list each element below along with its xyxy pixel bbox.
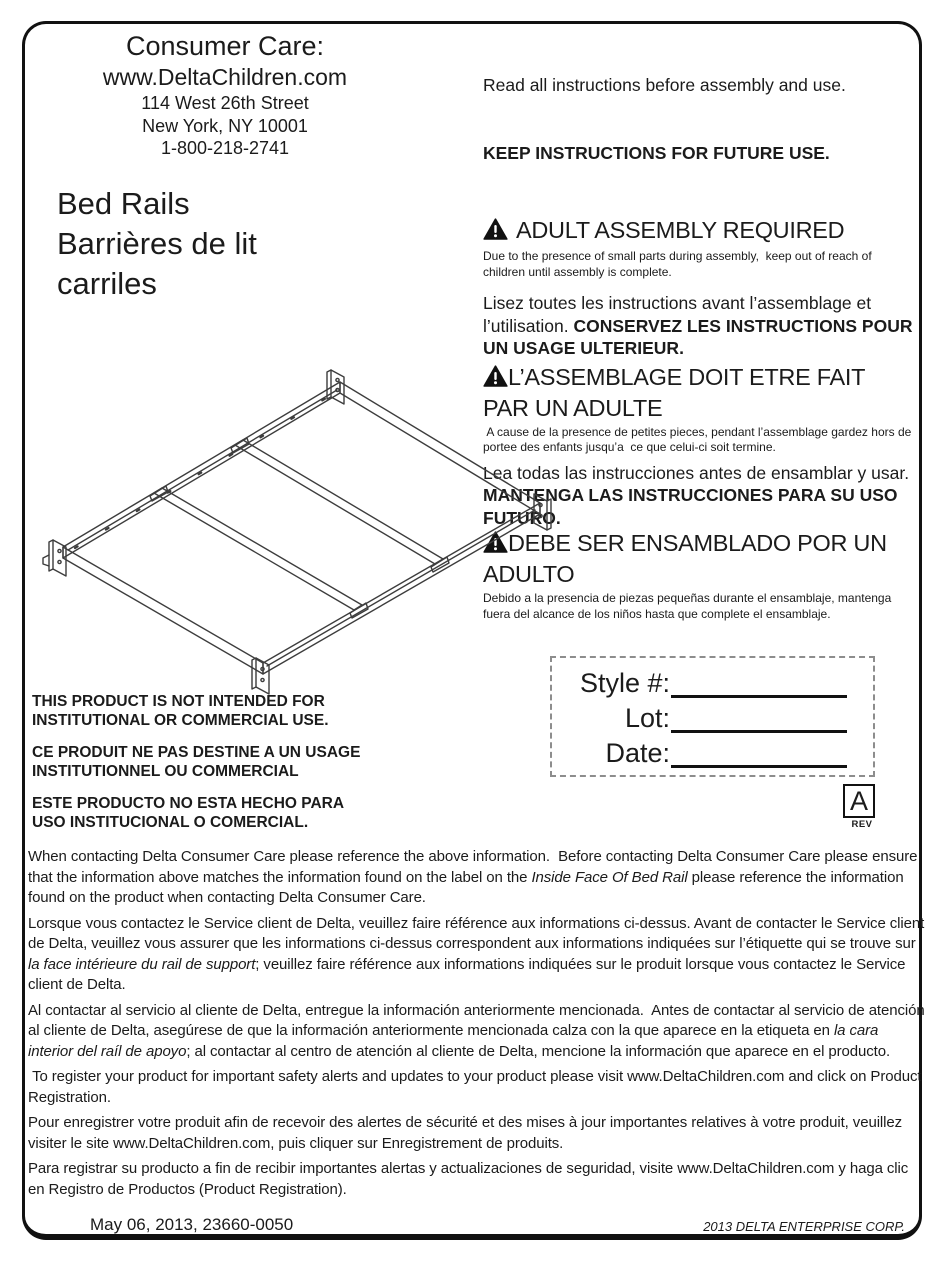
- product-title: [57, 184, 257, 304]
- french-intro-bold: CONSERVEZ LES INSTRUCTIONS POUR UN USAGE ULTERIEUR.: [483, 315, 918, 358]
- paragraph-text: Para registrar su producto a fin de recibir importantes alertas y actualizaciones de seguridad, visite www.DeltaChildren.com y haga clic en Registro de Productos (Product Registration).: [28, 1160, 913, 1198]
- paragraph-italic-text: la face intérieure du rail de support: [28, 955, 256, 973]
- notice-english-line1: THIS PRODUCT IS NOT INTENDED FOR: [32, 693, 325, 710]
- paragraph-register-fr: [28, 1113, 925, 1154]
- french-intro: [483, 292, 918, 360]
- warning-icon: [483, 218, 508, 247]
- spanish-headline-text: DEBE SER ENSAMBLADO POR UN ADULTO: [483, 530, 887, 587]
- notice-spanish: [32, 794, 462, 832]
- paragraph-italic-text: la cara interior del raíl de apoyo: [28, 1022, 883, 1060]
- paragraph-contact-fr: [28, 914, 929, 996]
- lot-row: [552, 698, 873, 733]
- style-fill-line: [671, 669, 847, 698]
- lot-label: Lot:: [624, 703, 670, 733]
- spanish-intro-bold: MANTENGA LAS INSTRUCCIONES PARA SU USO FUTURO.: [483, 485, 903, 528]
- footer-date-code: May 06, 2013, 23660-0050: [90, 1215, 294, 1234]
- product-title-es: carriles: [57, 266, 157, 301]
- notice-french-line2: INSTITUTIONNEL OU COMMERCIAL: [32, 763, 299, 780]
- french-headline-text: L’ASSEMBLAGE DOIT ETRE FAIT PAR UN ADULTE: [483, 363, 865, 421]
- english-intro: [483, 29, 913, 209]
- paragraph-text: When contacting Delta Consumer Care please reference the above information. Before contacting Delta Consumer Care please ensure that the information above matches the information found on the label on the: [28, 848, 922, 886]
- paragraph-text: Al contactar al servicio al cliente de Delta, entregue la información anteriormente mencionada. Antes de contactar al servicio de atención al cliente de Delta, asegúrese de que la información anteriormente mencionada calza con la que aparece en la etiqueta en: [28, 1001, 929, 1039]
- style-row: [552, 663, 873, 698]
- paragraph-text: please reference the information found on the product when contacting Delta Consumer Care.: [28, 868, 908, 906]
- paragraph-register-en: [28, 1067, 925, 1108]
- notice-french: [32, 743, 462, 781]
- notice-english-line2: INSTITUTIONAL OR COMMERCIAL USE.: [32, 712, 329, 729]
- consumer-care-website: www.DeltaChildren.com: [102, 64, 348, 90]
- style-label: Style #:: [579, 668, 670, 698]
- consumer-care-address-line2: New York, NY 10001: [142, 115, 308, 136]
- notice-english: [32, 692, 462, 730]
- notice-spanish-line1: ESTE PRODUCTO NO ESTA HECHO PARA: [32, 795, 345, 812]
- paragraph-contact-en: [28, 847, 925, 909]
- spanish-note: Debido a la presencia de piezas pequeñas durante el ensamblaje, mantenga fuera del alcance de los niños hasta que complete el ensamblaje.: [483, 591, 895, 621]
- paragraph-contact-es: [28, 1001, 929, 1063]
- english-intro-line2: KEEP INSTRUCTIONS FOR FUTURE USE.: [483, 142, 830, 163]
- footer-copyright: 2013 DELTA ENTERPRISE CORP.: [703, 1219, 905, 1234]
- paragraph-text: ; al contactar al centro de atención al cliente de Delta, mencione la información que aparece en el producto.: [186, 1042, 891, 1060]
- consumer-care-block: [58, 30, 392, 160]
- style-lot-date-box: [550, 656, 875, 777]
- notice-block: [32, 692, 462, 845]
- french-intro-regular: Lisez toutes les instructions avant l’assemblage et l’utilisation.: [483, 293, 876, 336]
- revision-label: REV: [851, 819, 873, 830]
- notice-french-line1: CE PRODUIT NE PAS DESTINE A UN USAGE: [32, 744, 361, 761]
- date-fill-line: [671, 739, 847, 768]
- consumer-care-address-line1: 114 West 26th Street: [141, 93, 309, 113]
- date-row: [552, 733, 873, 768]
- spanish-intro-regular: Lea todas las instrucciones antes de ensamblar y usar.: [483, 462, 919, 483]
- paragraph-italic-text: Inside Face Of Bed Rail: [531, 868, 688, 886]
- english-intro-line1: Read all instructions before assembly and use.: [483, 75, 846, 95]
- revision-box: [843, 784, 875, 830]
- bed-rail-drawing: [35, 352, 610, 702]
- paragraph-text: To register your product for important safety alerts and updates to your product please visit www.DeltaChildren.com and click on Product Registration.: [28, 1068, 926, 1106]
- paragraph-text: Lorsque vous contactez le Service client de Delta, veuillez faire référence aux informations ci-dessus. Avant de contacter le Service client de Delta, veuillez vous assurer que les informations ci-dessus correspondent aux informations indiquées sur l’étiquette qui se trouve sur: [28, 914, 929, 952]
- revision-letter: A: [843, 784, 875, 818]
- french-note: A cause de la presence de petites pieces, pendant l’assemblage gardez hors de portee des enfants jusqu’a ce que celui-ci soit termine.: [483, 424, 915, 454]
- english-note: Due to the presence of small parts during assembly, keep out of reach of children until assembly is complete.: [483, 249, 875, 279]
- lot-fill-line: [671, 704, 847, 733]
- consumer-care-phone: 1-800-218-2741: [160, 138, 290, 158]
- paragraph-text: Pour enregistrer votre produit afin de recevoir des alertes de sécurité et des mises à jour importantes relatives à votre produit, veuillez visiter le site www.DeltaChildren.com, puis cliquer sur Enregistrement de produits.: [28, 1114, 907, 1152]
- paragraph-text: ; veuillez faire référence aux informations indiquées sur le produit lorsque vous contactez le Service client de Delta.: [28, 955, 910, 993]
- product-title-en: Bed Rails: [57, 186, 190, 221]
- product-title-fr: Barrières de lit: [57, 226, 257, 261]
- consumer-care-title: Consumer Care:: [125, 31, 325, 61]
- english-headline: [483, 216, 913, 247]
- paragraph-register-es: [28, 1159, 925, 1200]
- english-headline-text: ADULT ASSEMBLY REQUIRED: [516, 217, 845, 243]
- notice-spanish-line2: USO INSTITUCIONAL O COMERCIAL.: [32, 814, 309, 831]
- date-label: Date:: [605, 738, 670, 768]
- contact-paragraphs: [28, 847, 929, 1205]
